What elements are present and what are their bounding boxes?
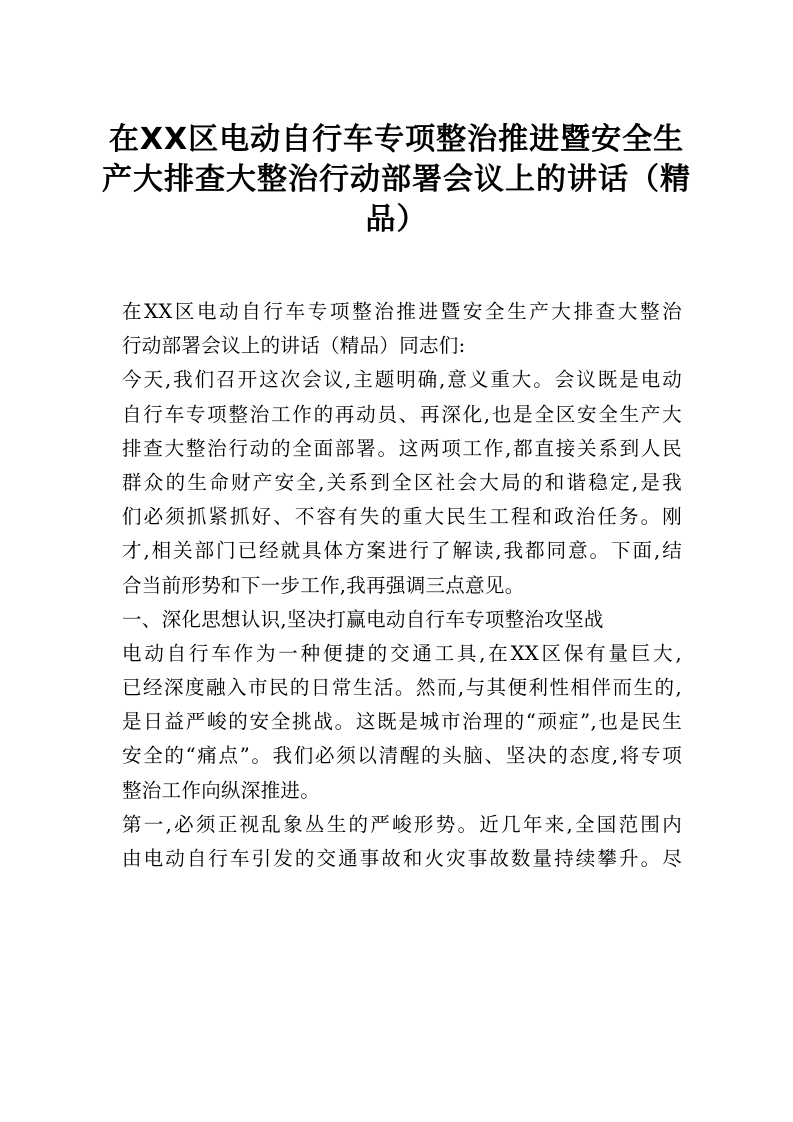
body-line: 今天,我们召开这次会议,主题明确,意义重大。会议既是电动 [122,368,682,392]
title-line: 在XX区电动自行车专项整治推进暨安全生 [108,122,685,157]
body-line: 安全的“痛点”。我们必须以清醒的头脑、坚决的态度,将专项 [122,744,682,768]
document-title [100,120,693,240]
title-line: 品） [365,202,428,237]
body-line: 在XX区电动自行车专项整治推进暨安全生产大排查大整治 [122,300,682,323]
title-line: 产大排查大整治行动部署会议上的讲话（精 [102,162,691,197]
body-line: 排查大整治行动的全面部署。这两项工作,都直接关系到人民 [122,436,682,460]
section-heading: 一、深化思想认识,坚决打赢电动自行车专项整治攻坚战 [122,607,604,631]
body-line: 行动部署会议上的讲话（精品）同志们: [122,334,466,358]
body-line: 电动自行车作为一种便捷的交通工具,在XX区保有量巨大, [122,641,682,665]
body-line: 自行车专项整治工作的再动员、再深化,也是全区安全生产大 [122,402,682,426]
body-line: 由电动自行车引发的交通事故和火灾事故数量持续攀升。尽 [122,847,682,870]
body-line: 合当前形势和下一步工作,我再强调三点意见。 [122,573,525,597]
body-line: 是日益严峻的安全挑战。这既是城市治理的“顽症”,也是民生 [122,710,682,734]
body-line: 群众的生命财产安全,关系到全区社会大局的和谐稳定,是我 [122,470,682,494]
body-line: 们必须抓紧抓好、不容有失的重大民生工程和政治任务。刚 [122,505,682,529]
body-line: 才,相关部门已经就具体方案进行了解读,我都同意。下面,结 [122,539,682,563]
body-line: 第一,必须正视乱象丛生的严峻形势。近几年来,全国范围内 [122,812,682,836]
body-line: 已经深度融入市民的日常生活。然而,与其便利性相伴而生的, [122,676,682,700]
body-line: 整治工作向纵深推进。 [122,778,321,802]
document-body [122,295,682,876]
